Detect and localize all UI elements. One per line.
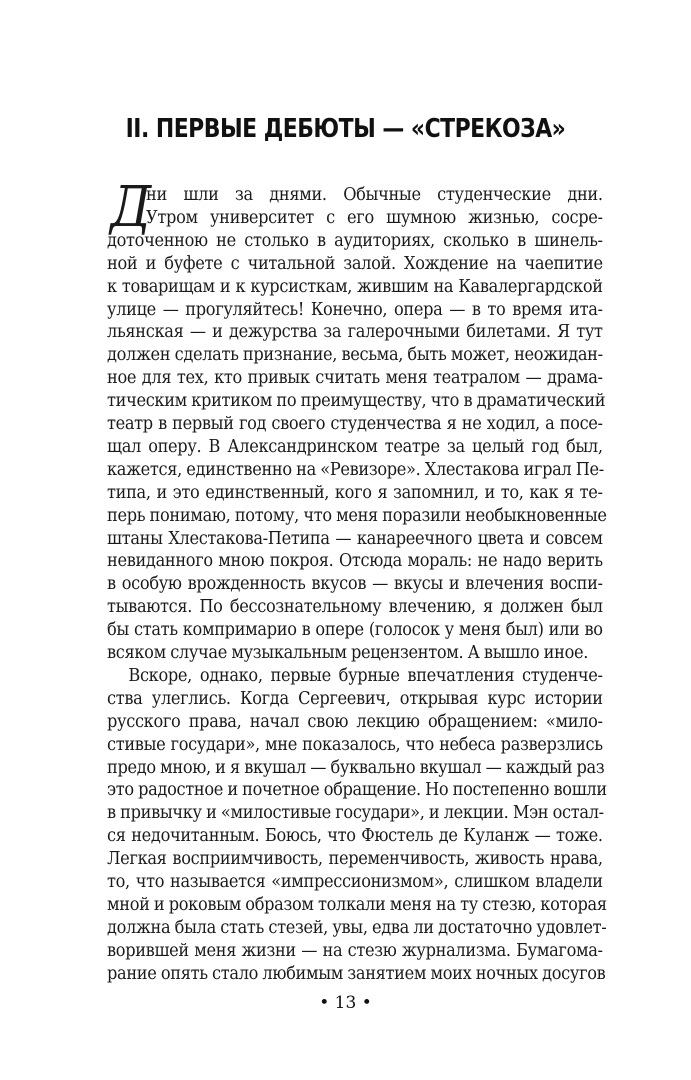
text-line: ворившей меня жизни — на стезю журнализма. Бумагома- bbox=[107, 940, 603, 961]
text-line: предо мною, и я вкушал — буквально вкушал — каждый раз bbox=[107, 757, 605, 778]
text-line: русского права, начал свою лекцию обращением: «мило- bbox=[107, 711, 603, 732]
text-line: стивые государи», мне показалось, что небеса разверзлись bbox=[107, 734, 603, 755]
text-line: то, что называется «импрессионизмом», слишком владели bbox=[107, 872, 603, 892]
text-line: бы стать компримарио в опере (голосок у меня был) или во bbox=[107, 620, 603, 641]
text-line: ся недочитанным. Боюсь, что Фюстель де Куланж — тоже. bbox=[107, 826, 603, 847]
text-line: тическим критиком по преимуществу, что в драматический bbox=[107, 391, 606, 412]
text-line: кажется, единственно на «Ревизоре». Хлестакова играл Пе- bbox=[107, 459, 604, 480]
text-line: театр в первый год своего студенчества я не ходил, а посе- bbox=[107, 414, 603, 434]
text-line: всяком случае музыкальным рецензентом. А вышло иное. bbox=[107, 643, 589, 663]
text-line: это радостное и почетное обращение. Но постепенно вошли bbox=[107, 780, 607, 801]
text-line: должна была стать стезей, увы, едва ли достаточно удовлет- bbox=[107, 917, 607, 938]
text-line: ной и буфете с читальной залой. Хождение на чаепитие bbox=[107, 253, 603, 274]
page-number: • 13 • bbox=[319, 993, 372, 1013]
text-line: тываются. По бессознательному влечению, я должен был bbox=[107, 597, 603, 618]
text-line: ное для тех, кто привык считать меня театралом — драма- bbox=[107, 368, 603, 389]
text-line: ни шли за днями. Обычные студенческие дни. bbox=[146, 185, 603, 205]
chapter-title: II. ПЕРВЫЕ ДЕБЮТЫ — «СТРЕКОЗА» bbox=[125, 114, 566, 144]
text-line: улице — прогуляйтесь! Конечно, опера — в то время ита- bbox=[107, 299, 603, 320]
text-line: доточенною не столько в аудиториях, сколько в шинель- bbox=[107, 230, 603, 251]
text-line: невиданного мною покроя. Отсюда мораль: не надо верить bbox=[107, 551, 603, 572]
text-line: Утром университет с его шумною жизнью, сосре- bbox=[146, 207, 603, 228]
text-line: типа, и это единственный, кого я запомнил, и то, как я те- bbox=[107, 482, 603, 503]
body-text bbox=[107, 0, 607, 1080]
text-line: штаны Хлестакова-Петипа — канареечного цвета и совсем bbox=[107, 528, 603, 549]
text-line: в привычку и «милостивые государи», и лекции. Мэн остал- bbox=[107, 803, 604, 824]
text-line: должен сделать признание, весьма, быть может, неожидан- bbox=[107, 345, 603, 366]
text-line: ства улеглись. Когда Сергеевич, открывая курс истории bbox=[107, 688, 603, 709]
text-line: Вскоре, однако, первые бурные впечатления студенче- bbox=[128, 665, 603, 686]
text-line: рание опять стало любимым занятием моих ночных досугов bbox=[107, 963, 606, 984]
text-line: льянская — и дежурства за галерочными билетами. Я тут bbox=[107, 322, 603, 343]
drop-cap: Д bbox=[110, 175, 152, 240]
text-line: мной и роковым образом толкали меня на ту стезю, которая bbox=[107, 894, 607, 915]
text-line: перь понимаю, потому, что меня поразили необыкновенные bbox=[107, 505, 607, 526]
text-line: к товарищам и к курсисткам, жившим на Кавалергардской bbox=[107, 276, 603, 297]
text-line: щал оперу. В Александринском театре за целый год был, bbox=[107, 436, 603, 457]
text-line: Легкая восприимчивость, переменчивость, живость нрава, bbox=[107, 849, 603, 870]
text-line: в особую врожденность вкусов — вкусы и влечения воспи- bbox=[107, 574, 603, 595]
